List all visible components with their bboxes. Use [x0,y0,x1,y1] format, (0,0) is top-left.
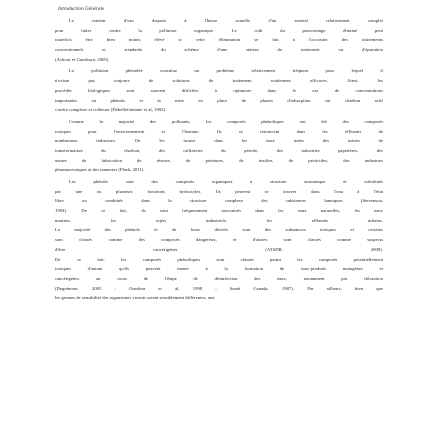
text-line: libre ou combinés dans la structure complexe des substances humiques (Stevenson, [55,198,383,204]
text-line: n'existe pas toujours de solutions de traitement totalement efficaces. Ainsi, les [55,78,383,84]
text-line: d'être cancérigènes (ATSDR, 2008). [55,246,383,252]
text-line: Comme la majorité des polluants, les composés phénoliques ont été des composés [69,118,383,124]
paragraph-container [55,16,383,303]
paragraph [55,66,383,114]
paragraph [55,177,383,303]
text-line: pharmaceutiques et des tanneries (Flash, 2011). [55,167,145,173]
text-line: Le traiteur d'eau dispose à l'heure actuelle d'un arsenal relativement complet [69,18,383,23]
text-line: La majorité des phénols et de leurs dérivés sont des substances toxiques et certains [55,227,383,233]
text-line: sont classés comme des composés dangereux, et d'autres sont classés comme suspects [55,237,383,243]
paragraph [55,16,383,64]
text-line: les germes de sensibilité des organismes vivants soient sensiblement différentes, une [55,295,215,301]
text-line: toxiques pour l'environnement et l'homme. Ils se retrouvent dans les effluents de [55,128,383,134]
text-line: usines de fabrication de résines, de peintures, de textiles, de pesticides, des industries [55,157,383,163]
text-line: cancérigènes au cours de l'étape de désinfection des eaux, notamment par chloration [55,275,383,281]
text-column [55,6,383,305]
text-line: procédés biologiques sont souvent difficiles à optimiser dans le cas de concentrations [55,87,383,93]
text-line: La pollution phénolée constitue un problème relativement fréquent pour lequel il [69,68,383,74]
text-line: (Achour et Guesbaya, 2005). [55,56,110,62]
text-line: transformation du charbon, des raffineries du pétrole, des industries papetières, des [55,147,383,153]
text-line: (Degrémont, 2005 ; Onodera et al, 1998 ; Santé Canada, 1987). Par ailleurs, bien que [55,285,383,291]
text-line: toxiques d'autant qu'ils peuvent mener à la formation de sous-produits mutagènes et [55,266,383,272]
text-line: Les phénols sont des composés organiques à structure aromatique et substitués [69,179,383,184]
text-line: importantes en phénols et la mise en place de phases d'adsorption sur charbon actif [55,97,383,103]
text-line: 1994). De ce fait, ils sont fréquemment rencontrés dans les eaux naturelles, les eaux [55,208,383,214]
text-line: marines, les rejets industriels, les effluents urbains. [55,217,383,223]
text-line: pour lutter contre la pollution organique. Le coût du pourcentage éliminé peut [55,27,383,33]
text-line: nombreuses industries. On les trouve dans les eaux usées des usines de [55,138,383,144]
text-line: De ce fait, les composés phénoliques sont classés parmi les composés potentiellement [55,256,383,262]
paragraph [55,117,383,175]
text-line: conventionnels et standards du schéma d'une station de traitement ou d'épuration [55,47,383,53]
section-heading: Introduction Générale [58,6,105,12]
text-line: s'avère complexe et coûteuse (Debellefontaine et al, 1992). [55,107,167,113]
text-line: toutefois être bien moins élevé si cette élimination se fait à l'occasion des traitements [55,37,383,43]
text-line: par une ou plusieurs fonctions hydroxyles. Ils peuvent se trouver dans l'eau à l'état [55,188,383,194]
